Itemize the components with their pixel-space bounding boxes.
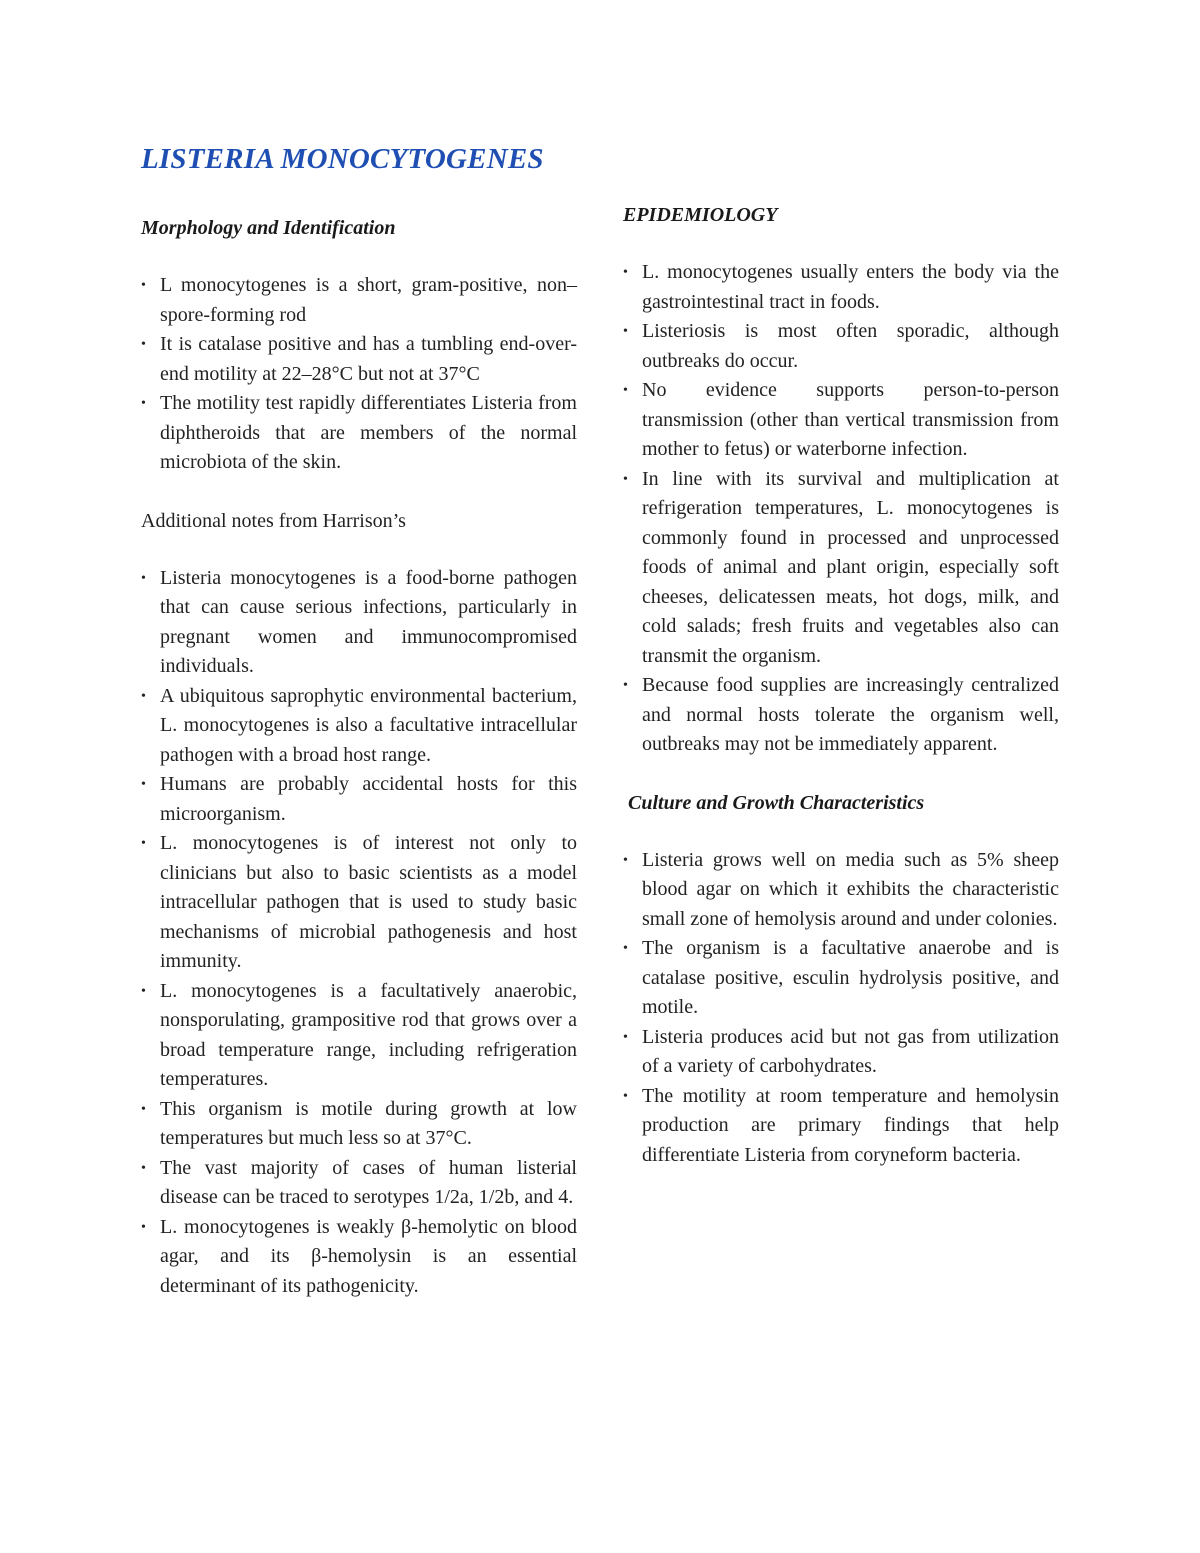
list-item: • The motility at room temperature and hemolysin production are primary findings that help differentiate Listeria from coryneform bacteria.	[623, 1082, 1059, 1171]
list-item: • No evidence supports person-to-person transmission (other than vertical transmission from mother to fetus) or waterborne infection.	[623, 376, 1059, 465]
list-item: • L. monocytogenes is of interest not only to clinicians but also to basic scientists as a model intracellular pathogen that is used to study basic mechanisms of microbial pathogenesis and host immunity.	[141, 829, 577, 977]
list-item: • Listeria produces acid but not gas from utilization of a variety of carbohydrates.	[623, 1023, 1059, 1082]
culture-heading: Culture and Growth Characteristics	[628, 791, 925, 814]
left-column	[141, 139, 577, 1301]
bullet-icon: •	[141, 983, 146, 999]
morphology-heading: Morphology and Identification	[141, 217, 396, 239]
right-column	[623, 200, 1059, 1170]
culture-list	[623, 846, 1059, 1171]
list-item: • The organism is a facultative anaerobe and is catalase positive, esculin hydrolysis positive, and motile.	[623, 934, 1059, 1023]
bullet-icon: •	[623, 1088, 628, 1104]
bullet-icon: •	[141, 836, 146, 851]
list-item: • L. monocytogenes is a facultatively anaerobic, nonsporulating, grampositive rod that grows over a broad temperature range, including refrigeration temperatures.	[141, 977, 577, 1095]
bullet-icon: •	[623, 852, 628, 868]
list-item: • It is catalase positive and has a tumbling end-over-end motility at 22–28°C but not at 37°C	[141, 330, 577, 389]
bullet-icon: •	[623, 1029, 628, 1045]
bullet-icon: •	[141, 1101, 146, 1117]
bullet-icon: •	[623, 941, 628, 956]
list-item: • Because food supplies are increasingly centralized and normal hosts tolerate the organism well, outbreaks may not be immediately apparent.	[623, 671, 1059, 760]
bullet-icon: •	[623, 383, 628, 398]
bullet-icon: •	[141, 396, 146, 411]
document-title: LISTERIA MONOCYTOGENES	[141, 143, 544, 175]
list-item: • L monocytogenes is a short, gram-positive, non–spore-forming rod	[141, 271, 577, 330]
bullet-icon: •	[623, 265, 628, 280]
harrison-list	[141, 564, 577, 1302]
morphology-list	[141, 271, 577, 478]
list-item: • A ubiquitous saprophytic environmental bacterium, L. monocytogenes is also a facultative intracellular pathogen with a broad host range.	[141, 682, 577, 771]
epidemiology-heading: EPIDEMIOLOGY	[623, 204, 778, 226]
list-item: • The vast majority of cases of human listerial disease can be traced to serotypes 1/2a, 1/2b, and 4.	[141, 1154, 577, 1213]
bullet-icon: •	[623, 678, 628, 693]
list-item: • Humans are probably accidental hosts for this microorganism.	[141, 770, 577, 829]
list-item: • Listeria monocytogenes is a food-borne pathogen that can cause serious infections, particularly in pregnant women and immunocompromised individuals.	[141, 564, 577, 682]
bullet-icon: •	[141, 1160, 146, 1176]
list-item: • Listeria grows well on media such as 5% sheep blood agar on which it exhibits the characteristic small zone of hemolysis around and under colonies.	[623, 846, 1059, 935]
bullet-icon: •	[623, 324, 628, 339]
list-item: • Listeriosis is most often sporadic, although outbreaks do occur.	[623, 317, 1059, 376]
bullet-icon: •	[141, 570, 146, 586]
list-item: • L. monocytogenes is weakly β-hemolytic on blood agar, and its β-hemolysin is an essential determinant of its pathogenicity.	[141, 1213, 577, 1302]
bullet-icon: •	[141, 688, 146, 704]
bullet-icon: •	[141, 337, 146, 352]
list-item: • L. monocytogenes usually enters the body via the gastrointestinal tract in foods.	[623, 258, 1059, 317]
list-item: • This organism is motile during growth at low temperatures but much less so at 37°C.	[141, 1095, 577, 1154]
bullet-icon: •	[141, 1219, 146, 1235]
bullet-icon: •	[141, 278, 146, 293]
harrison-notes-heading: Additional notes from Harrison’s	[141, 509, 406, 532]
epidemiology-list	[623, 258, 1059, 760]
bullet-icon: •	[141, 777, 146, 792]
list-item: • The motility test rapidly differentiates Listeria from diphtheroids that are members of the normal microbiota of the skin.	[141, 389, 577, 478]
list-item: • In line with its survival and multiplication at refrigeration temperatures, L. monocytogenes is commonly found in processed and unprocessed foods of animal and plant origin, especially soft cheeses, delicatessen meats, hot dogs, milk, and cold salads; fresh fruits and vegetables also can transmit the organism.	[623, 465, 1059, 672]
bullet-icon: •	[623, 471, 628, 487]
